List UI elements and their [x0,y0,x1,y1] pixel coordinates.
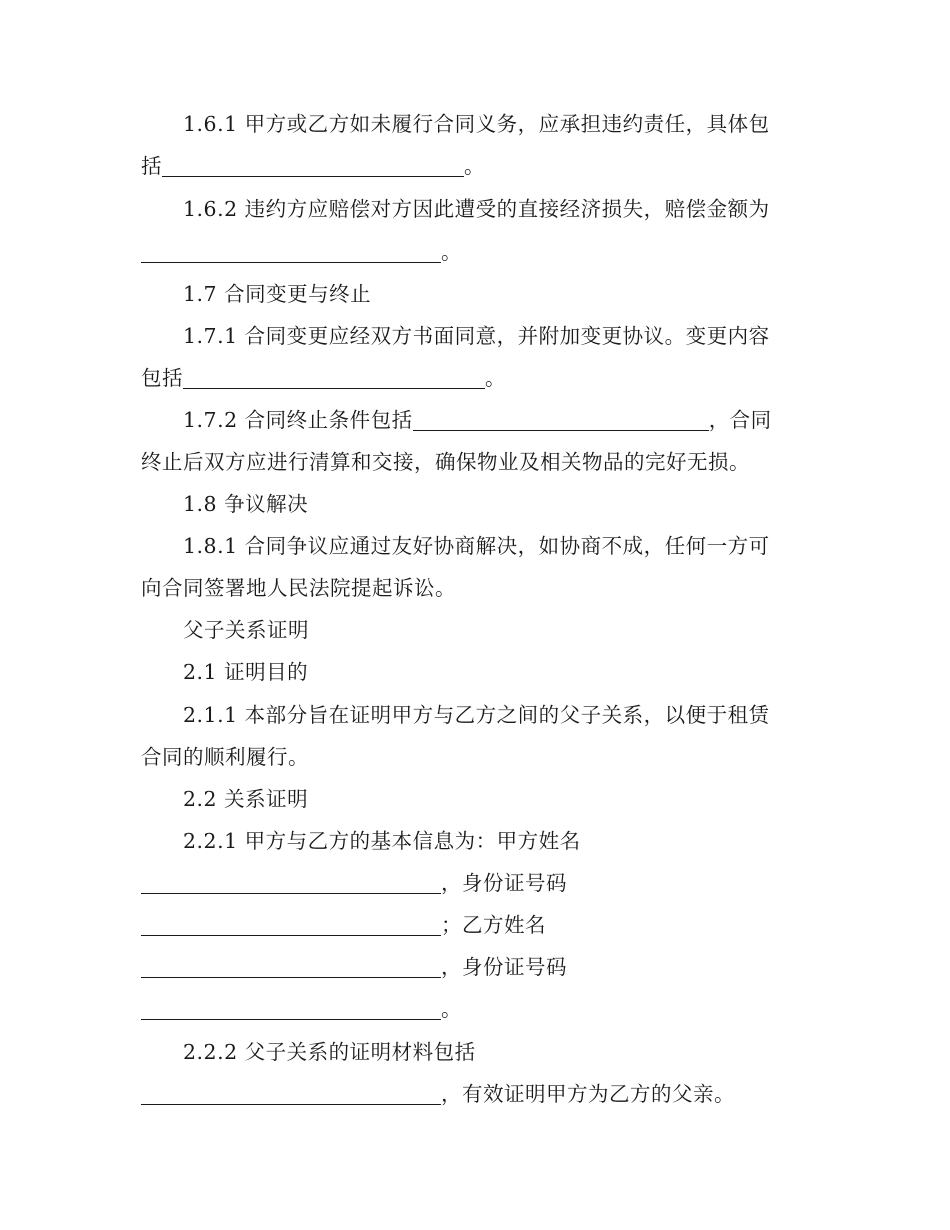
blank-line [183,366,485,389]
clause-2-2-1: 2.2.1 甲方与乙方的基本信息为：甲方姓名 [183,829,581,853]
heading-1-7: 1.7 合同变更与终止 [183,282,372,306]
clause-1-7-1-cont: 包括 。 [141,366,506,390]
blank-line [141,955,441,978]
clause-1-7-2: 1.7.2 合同终止条件包括 ，合同 [183,408,772,432]
clause-1-7-2-cont: 终止后双方应进行清算和交接，确保物业及相关物品的完好无损。 [141,450,750,474]
clause-2-1-1: 2.1.1 本部分旨在证明甲方与乙方之间的父子关系，以便于租赁 [183,703,770,727]
clause-1-7-1: 1.7.1 合同变更应经双方书面同意，并附加变更协议。变更内容 [183,324,770,348]
blank-line [162,154,464,177]
son-id-line: 。 [141,988,801,1030]
clause-1-6-1: 1.6.1 甲方或乙方如未履行合同义务，应承担违约责任，具体包 [183,112,770,136]
blank-line [141,913,441,936]
heading-2-2: 2.2 关系证明 [183,787,309,811]
son-name-line: ，身份证号码 [141,946,801,988]
blank-line [141,1082,441,1105]
blank-line [141,997,441,1020]
blank-line [141,240,441,263]
clause-2-2-2: 2.2.2 父子关系的证明材料包括 [183,1040,476,1064]
clause-1-6-2: 1.6.2 违约方应赔偿对方因此遭受的直接经济损失，赔偿金额为 [183,197,770,221]
heading-2-1: 2.1 证明目的 [183,660,309,684]
clause-2-2-2-cont: ，有效证明甲方为乙方的父亲。 [141,1073,801,1115]
clause-2-1-1-cont: 合同的顺利履行。 [141,745,309,769]
clause-1-8-1-cont: 向合同签署地人民法院提起诉讼。 [141,576,456,600]
heading-1-8: 1.8 争议解决 [183,492,309,516]
clause-1-8-1: 1.8.1 合同争议应通过友好协商解决，如协商不成，任何一方可 [183,534,770,558]
father-name-line: ，身份证号码 [141,862,801,904]
section-title: 父子关系证明 [183,618,309,642]
father-id-line: ；乙方姓名 [141,904,801,946]
clause-1-6-2-cont: 。 [141,231,801,273]
clause-1-6-1-cont: 括 。 [141,154,485,178]
blank-line [141,871,441,894]
blank-line [413,408,709,431]
